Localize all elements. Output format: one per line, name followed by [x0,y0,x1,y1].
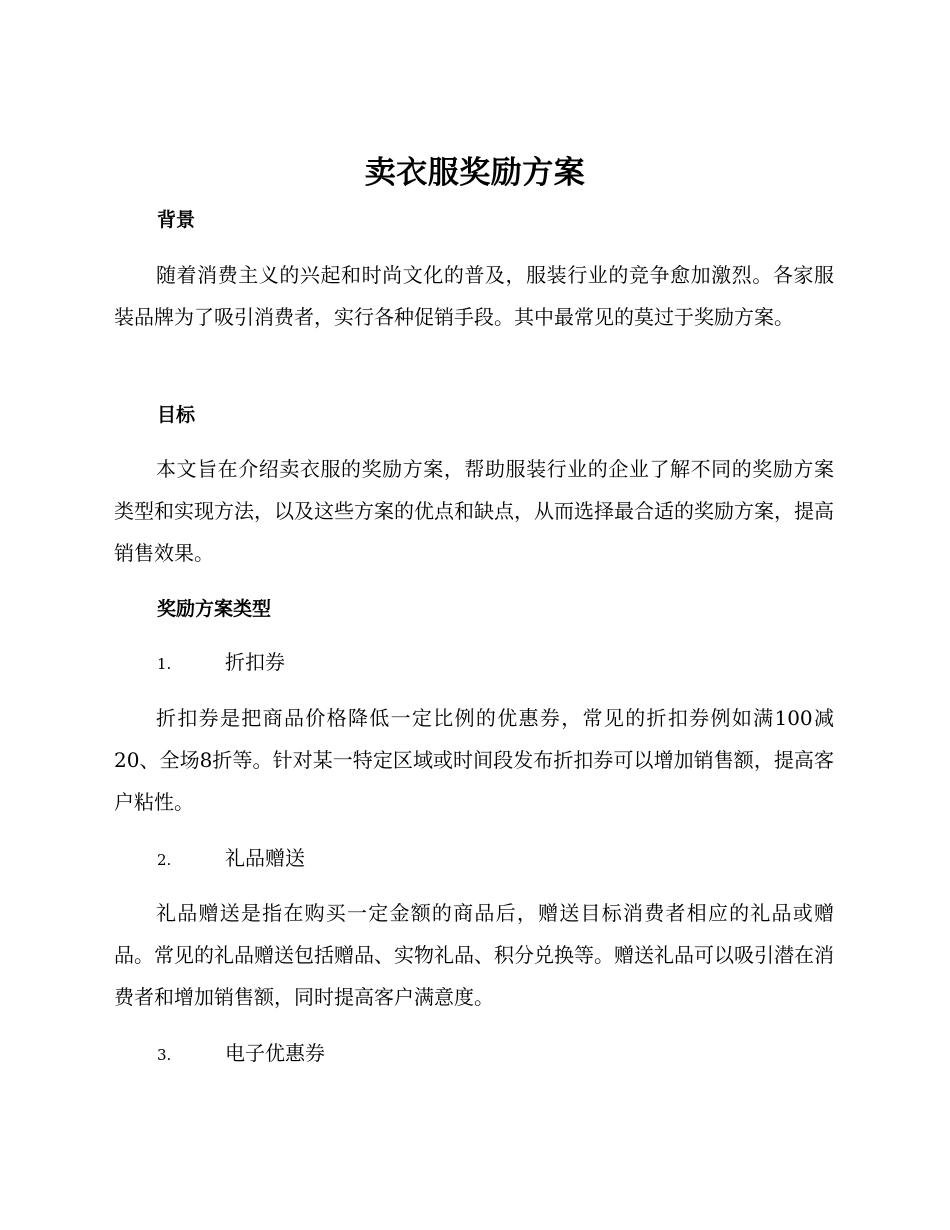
section-heading-goal: 目标 [157,404,196,426]
section-heading-types: 奖励方案类型 [157,598,272,620]
list-item-label: 礼品赠送 [225,846,305,870]
list-item-label: 电子优惠券 [225,1041,325,1065]
list-item-number: 3. [157,1046,172,1064]
list-item-gift-giving [157,844,305,874]
paragraph-discount-coupon: 折扣券是把商品价格降低一定比例的优惠券，常见的折扣券例如满100减20、全场8折等。针对某一特定区域或时间段发布折扣券可以增加销售额，提高客户粘性。 [114,706,834,814]
list-item-label: 折扣券 [225,650,285,674]
list-item-electronic-coupon [157,1039,325,1069]
list-item-discount-coupon [157,648,285,678]
document-title: 卖衣服奖励方案 [364,155,586,191]
list-item-number: 1. [157,655,172,673]
list-item-number: 2. [157,851,172,869]
section-heading-background: 背景 [157,209,196,231]
paragraph-background: 随着消费主义的兴起和时尚文化的普及，服装行业的竞争愈加激烈。各家服装品牌为了吸引消费者，实行各种促销手段。其中最常见的莫过于奖励方案。 [114,263,834,329]
paragraph-gift-giving: 礼品赠送是指在购买一定金额的商品后，赠送目标消费者相应的礼品或赠品。常见的礼品赠送包括赠品、实物礼品、积分兑换等。赠送礼品可以吸引潜在消费者和增加销售额，同时提高客户满意度。 [114,901,834,1009]
paragraph-goal: 本文旨在介绍卖衣服的奖励方案，帮助服装行业的企业了解不同的奖励方案类型和实现方法，以及这些方案的优点和缺点，从而选择最合适的奖励方案，提高销售效果。 [114,457,834,565]
